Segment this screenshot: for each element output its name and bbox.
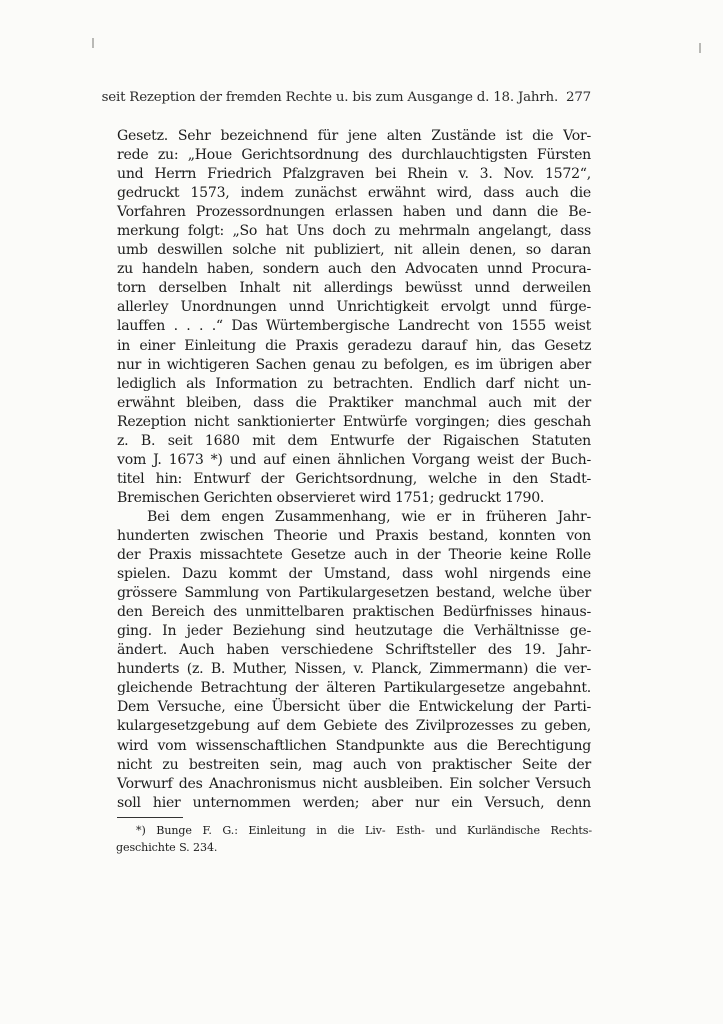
text-line: merkung folgt: „So hat Uns doch zu mehrmaln angelangt, dass [117, 223, 591, 240]
text-line: hunderts (z. B. Muther, Nissen, v. Planck, Zimmermann) die ver- [117, 661, 591, 678]
text-line: nur in wichtigeren Sachen genau zu befolgen, es im übrigen aber [117, 356, 591, 373]
text-line: titel hin: Entwurf der Gerichtsordnung, welche in den Stadt- [117, 470, 591, 487]
text-line: Gesetz. Sehr bezeichnend für jene alten Zustände ist die Vor- [117, 128, 591, 144]
footnote-line: geschichte S. 234. [116, 841, 218, 854]
text-line: Vorwurf des Anachronismus nicht ausbleiben. Ein solcher Versuch [117, 775, 591, 792]
text-line: umb deswillen solche nit publiziert, nit allein denen, so daran [117, 242, 591, 259]
text-line: Bremischen Gerichten observieret wird 1751; gedruckt 1790. [117, 489, 545, 506]
text-line: kulargesetzgebung auf dem Gebiete des Zivilprozesses zu geben, [117, 718, 591, 735]
text-line: Rezeption nicht sanktionierter Entwürfe vorgingen; dies geschah [117, 413, 591, 430]
text-line: Bei dem engen Zusammenhang, wie er in früheren Jahr- [147, 508, 591, 525]
running-title: seit Rezeption der fremden Rechte u. bis zum Ausgange d. 18. Jahrh. [101, 90, 559, 105]
text-line: ging. In jeder Beziehung sind heutzutage die Verhältnisse ge- [117, 623, 591, 640]
text-line: torn derselben Inhalt nit allerdings bewüsst unnd derweilen [117, 280, 591, 297]
text-line: erwähnt bleiben, dass die Praktiker manchmal auch mit der [117, 394, 591, 411]
text-line: Vorfahren Prozessordnungen erlassen haben und dann die Be- [117, 204, 591, 221]
paragraph-1 [117, 127, 591, 508]
text-line: und Herrn Friedrich Pfalzgraven bei Rhein v. 3. Nov. 1572“, [117, 166, 591, 183]
running-header [101, 90, 591, 105]
text-line: lauffen . . . .“ Das Würtembergische Landrecht von 1555 weist [117, 318, 591, 335]
text-line: ändert. Auch haben verschiedene Schriftsteller des 19. Jahr- [117, 642, 591, 659]
text-line: z. B. seit 1680 mit dem Entwurfe der Rigaischen Statuten [117, 432, 591, 449]
paragraph-2 [117, 508, 591, 813]
footnote-divider [117, 817, 183, 818]
scan-speck [699, 43, 701, 53]
text-line: vom J. 1673 *) und auf einen ähnlichen Vorgang weist der Buch- [117, 451, 591, 468]
text-line: gleichende Betrachtung der älteren Partikulargesetze angebahnt. [117, 680, 591, 697]
text-line: hunderten zwischen Theorie und Praxis bestand, konnten von [117, 527, 591, 544]
text-line: nicht zu bestreiten sein, mag auch von praktischer Seite der [117, 756, 591, 773]
footnote-line: *) Bunge F. G.: Einleitung in die Liv- Esth- und Kurländische Rechts- [136, 824, 592, 837]
text-line: gedruckt 1573, indem zunächst erwähnt wird, dass auch die [117, 185, 591, 202]
footnote [116, 822, 592, 856]
text-line: soll hier unternommen werden; aber nur ein Versuch, denn [117, 794, 591, 811]
text-line: der Praxis missachtete Gesetze auch in der Theorie keine Rolle [117, 547, 591, 564]
scan-speck [92, 38, 94, 48]
text-line: in einer Einleitung die Praxis geradezu darauf hin, das Gesetz [117, 337, 591, 354]
text-line: grössere Sammlung von Partikulargesetzen bestand, welche über [117, 585, 591, 602]
text-line: Dem Versuche, eine Übersicht über die Entwickelung der Parti- [117, 699, 591, 716]
text-line: zu handeln haben, sondern auch den Advocaten unnd Procura- [117, 261, 591, 278]
text-line: den Bereich des unmittelbaren praktischen Bedürfnisses hinaus- [117, 604, 591, 621]
text-line: spielen. Dazu kommt der Umstand, dass wohl nirgends eine [117, 566, 591, 583]
page-number: 277 [566, 90, 591, 105]
text-line: rede zu: „Houe Gerichtsordnung des durchlauchtigsten Fürsten [117, 147, 591, 164]
text-line: wird vom wissenschaftlichen Standpunkte aus die Berechtigung [117, 737, 591, 754]
text-line: allerley Unordnungen unnd Unrichtigkeit ervolgt unnd fürge- [117, 299, 591, 316]
body-text [117, 127, 591, 813]
text-line: lediglich als Information zu betrachten. Endlich darf nicht un- [117, 375, 591, 392]
